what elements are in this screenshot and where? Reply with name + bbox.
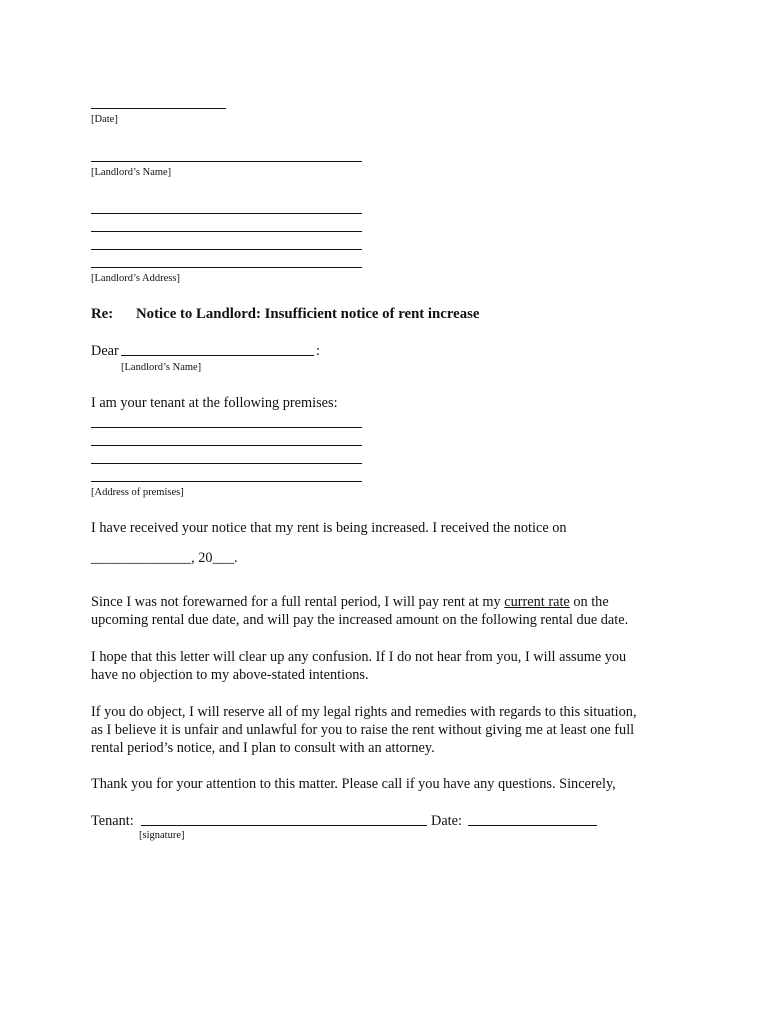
tenant-intro-text: I am your tenant at the following premises: bbox=[91, 395, 338, 411]
notice-period: . bbox=[233, 550, 238, 566]
premises-line-3 bbox=[91, 463, 362, 464]
paragraph-2-line-2: have no objection to my above-stated intentions. bbox=[91, 667, 369, 683]
tenant-label: Tenant: bbox=[91, 813, 134, 829]
paragraph-1-before: Since I was not forewarned for a full rental period, I will pay rent at my bbox=[91, 594, 505, 610]
salutation-name-label: [Landlord’s Name] bbox=[121, 362, 202, 373]
premises-line-1 bbox=[91, 427, 362, 428]
premises-line-4 bbox=[91, 481, 362, 482]
re-label: Re: bbox=[91, 306, 114, 322]
subject-title: Notice to Landlord: Insufficient notice of rent increase bbox=[136, 306, 480, 322]
paragraph-1-after: on the bbox=[569, 594, 609, 610]
landlord-address-line-1 bbox=[91, 213, 362, 214]
notice-received-text: I have received your notice that my rent is being increased. I received the notice on bbox=[91, 520, 567, 536]
notice-year-blank: ___ bbox=[212, 550, 234, 566]
salutation-dear: Dear bbox=[91, 343, 119, 359]
paragraph-3-line-3: rental period’s notice, and I plan to consult with an attorney. bbox=[91, 740, 435, 756]
notice-year-prefix: , 20 bbox=[191, 550, 213, 566]
landlord-address-line-3 bbox=[91, 249, 362, 250]
paragraph-2-line-1: I hope that this letter will clear up any confusion. If I do not hear from you, I will assume you bbox=[91, 649, 627, 665]
tenant-signature-line bbox=[141, 825, 427, 826]
landlord-name-label: [Landlord’s Name] bbox=[91, 167, 172, 178]
landlord-address-line-2 bbox=[91, 231, 362, 232]
paragraph-3-line-2: as I believe it is unfair and unlawful for you to raise the rent without giving me at least one full bbox=[91, 722, 635, 738]
notice-date-blank: ______________ bbox=[91, 550, 192, 566]
notice-date-line bbox=[91, 549, 238, 567]
paragraph-3-line-1: If you do object, I will reserve all of my legal rights and remedies with regards to this situation, bbox=[91, 704, 637, 720]
signature-date-label: Date: bbox=[431, 813, 462, 829]
date-line bbox=[91, 108, 226, 109]
date-label: [Date] bbox=[91, 114, 118, 125]
landlord-name-line bbox=[91, 161, 362, 162]
premises-label: [Address of premises] bbox=[91, 487, 184, 498]
paragraph-1-line-2: upcoming rental due date, and will pay the increased amount on the following rental due date. bbox=[91, 612, 629, 628]
landlord-address-label: [Landlord’s Address] bbox=[91, 273, 180, 284]
paragraph-4-line-1: Thank you for your attention to this matter. Please call if you have any questions. Sincerely, bbox=[91, 776, 616, 792]
signature-label: [signature] bbox=[139, 830, 185, 841]
paragraph-1-line-1 bbox=[91, 593, 609, 611]
salutation-colon: : bbox=[316, 343, 320, 359]
landlord-address-line-4 bbox=[91, 267, 362, 268]
salutation-name-line bbox=[121, 355, 314, 356]
signature-date-line bbox=[468, 825, 597, 826]
premises-line-2 bbox=[91, 445, 362, 446]
current-rate-link[interactable]: current rate bbox=[504, 594, 570, 610]
